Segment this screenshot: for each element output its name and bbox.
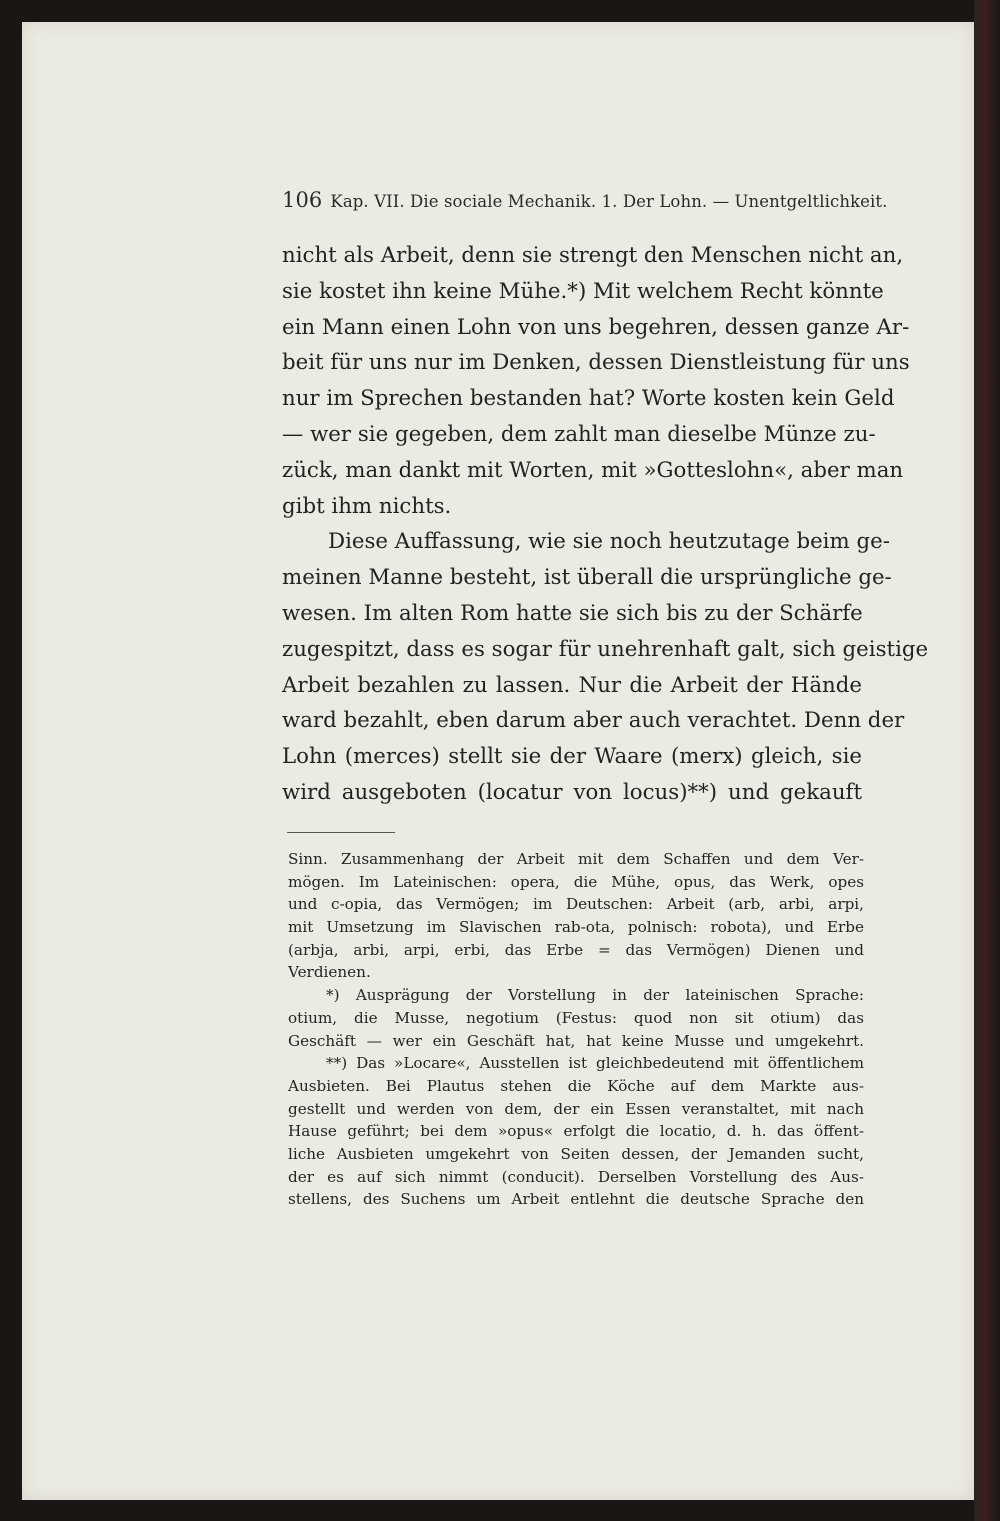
page-number: 106: [282, 188, 323, 212]
footnote-line: Sinn. Zusammenhang der Arbeit mit dem Schaffen und dem Ver-: [288, 850, 864, 868]
body-line: ward bezahlt, eben darum aber auch verachtet. Denn der: [282, 708, 905, 734]
footnote-line: liche Ausbieten umgekehrt von Seiten dessen, der Jemanden sucht,: [288, 1144, 864, 1163]
body-line: — wer sie gegeben, dem zahlt man dieselbe Münze zu-: [282, 421, 876, 447]
body-line: zück, man dankt mit Worten, mit »Gotteslohn«, aber man: [282, 457, 904, 483]
running-header: [282, 188, 888, 212]
footnote-line: und c-opia, das Vermögen; im Deutschen: Arbeit (arb, arbi, arpi,: [288, 895, 864, 914]
body-line: Arbeit bezahlen zu lassen. Nur die Arbeit der Hände: [282, 672, 862, 698]
running-title: Kap. VII. Die sociale Mechanik. 1. Der Lohn. — Unentgeltlichkeit.: [330, 192, 888, 211]
body-line: gibt ihm nichts.: [282, 493, 452, 519]
scan-edge: [974, 0, 1000, 1521]
footnote-line: *) Ausprägung der Vorstellung in der lateinischen Sprache:: [326, 986, 864, 1005]
footnote-line: Ausbieten. Bei Plautus stehen die Köche auf dem Markte aus-: [288, 1076, 864, 1095]
footnote-line: gestellt und werden von dem, der ein Essen veranstaltet, mit nach: [288, 1099, 864, 1118]
body-line: wird ausgeboten (locatur von locus)**) und gekauft: [282, 779, 862, 805]
footnote-line: Hause geführt; bei dem »opus« erfolgt die locatio, d. h. das öffent-: [288, 1122, 864, 1141]
footnote-line: otium, die Musse, negotium (Festus: quod non sit otium) das: [288, 1008, 864, 1027]
body-line: Diese Auffassung, wie sie noch heutzutage beim ge-: [328, 529, 890, 555]
footnote-line: (arbja, arbi, arpi, erbi, das Erbe = das Vermögen) Dienen und: [288, 940, 864, 959]
footnote-line: **) Das »Locare«, Ausstellen ist gleichbedeutend mit öffentlichem: [326, 1054, 864, 1073]
body-line: zugespitzt, dass es sogar für unehrenhaft galt, sich geistige: [282, 636, 929, 662]
body-line: Lohn (merces) stellt sie der Waare (merx) gleich, sie: [282, 744, 862, 770]
footnotes: [288, 848, 864, 1211]
footnote-line: Geschäft — wer ein Geschäft hat, hat keine Musse und umgekehrt.: [288, 1031, 864, 1050]
footnote-line: Verdienen.: [288, 963, 371, 982]
footnote-line: stellens, des Suchens um Arbeit entlehnt die deutsche Sprache den: [288, 1190, 864, 1209]
body-line: meinen Manne besteht, ist überall die ursprüngliche ge-: [282, 565, 892, 591]
footnote-line: der es auf sich nimmt (conducit). Derselben Vorstellung des Aus-: [288, 1167, 864, 1186]
footnote-line: mit Umsetzung im Slavischen rab-ota, polnisch: robota), und Erbe: [288, 918, 864, 937]
main-text: [282, 238, 929, 811]
body-line: wesen. Im alten Rom hatte sie sich bis zu der Schärfe: [282, 600, 863, 626]
body-line: beit für uns nur im Denken, dessen Dienstleistung für uns: [282, 350, 910, 376]
body-line: ein Mann einen Lohn von uns begehren, dessen ganze Ar-: [282, 314, 910, 340]
footnote-line: mögen. Im Lateinischen: opera, die Mühe, opus, das Werk, opes: [288, 872, 864, 891]
body-line: nur im Sprechen bestanden hat? Worte kosten kein Geld: [282, 386, 895, 412]
footnote-separator: [287, 832, 395, 833]
body-line: nicht als Arbeit, denn sie strengt den Menschen nicht an,: [282, 243, 904, 268]
body-line: sie kostet ihn keine Mühe.*) Mit welchem Recht könnte: [282, 278, 884, 304]
